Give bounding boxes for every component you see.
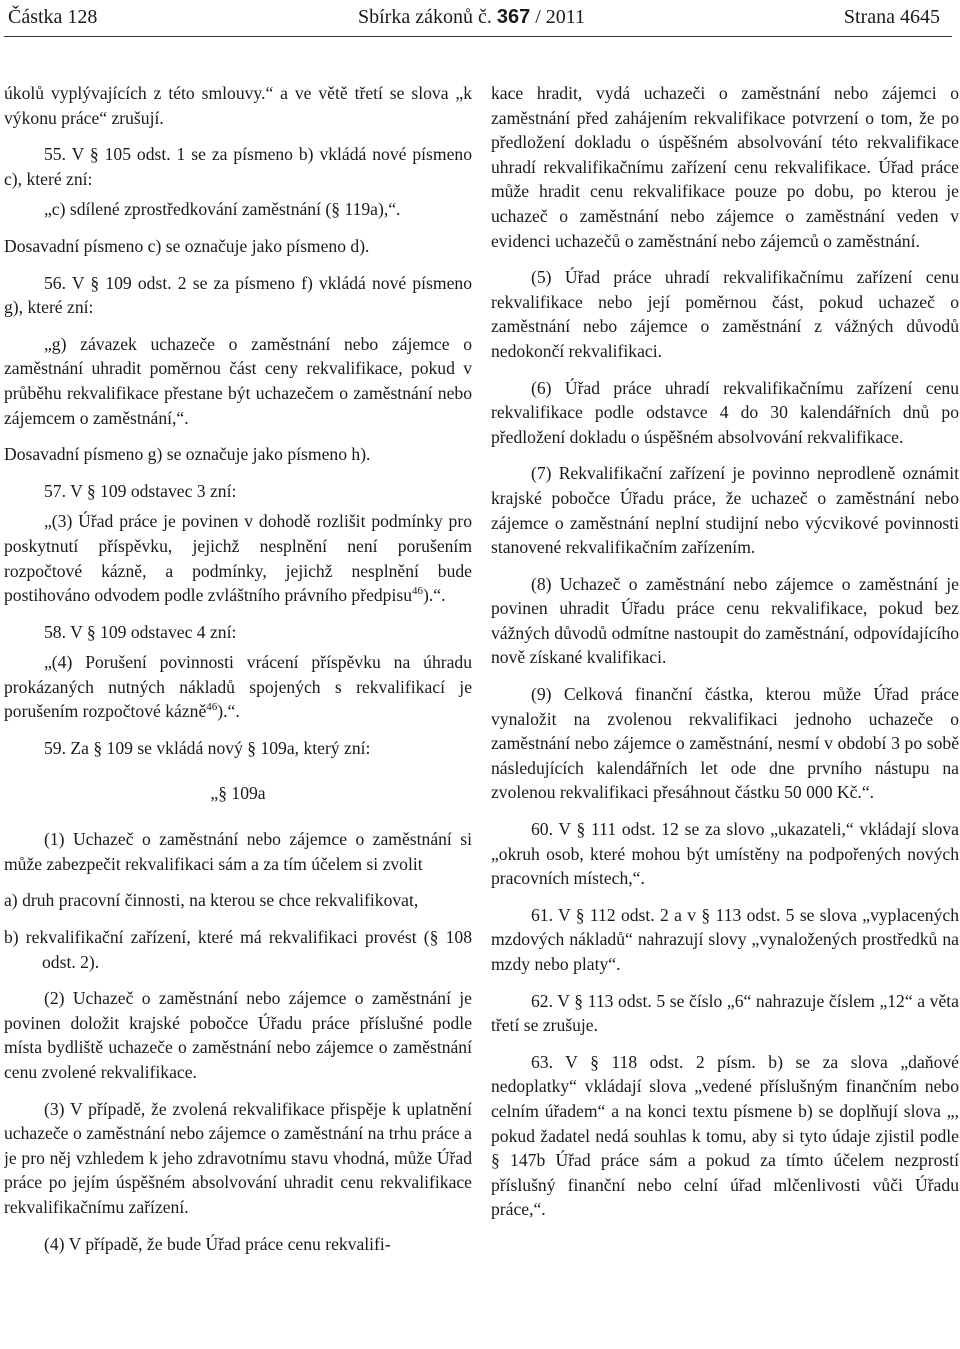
- paragraph-with-footnote: [4, 650, 472, 724]
- paragraph-tail: ).“.: [217, 701, 240, 722]
- paragraph: 55. V § 105 odst. 1 se za písmeno b) vkládá nové písmeno c), které zní:: [4, 144, 472, 189]
- paragraph: 56. V § 109 odst. 2 se za písmeno f) vkládá nové písmeno g), které zní:: [4, 272, 472, 318]
- paragraph: 57. V § 109 odstavec 3 zní:: [44, 480, 237, 501]
- law-number: 367: [496, 6, 531, 28]
- paragraph-tail: ).“.: [423, 585, 446, 606]
- collection-prefix: Sbírka zákonů č.: [358, 6, 492, 28]
- paragraph: 60. V § 111 odst. 12 se za slovo „ukazateli,“ vkládají slova „okruh osob, které mohou být umístěny na podpořených nových pracovních místech,“.: [491, 819, 959, 889]
- right-column: [491, 81, 959, 1349]
- paragraph: 59. Za § 109 se vkládá nový § 109a, který zní:: [44, 738, 371, 759]
- collection-year: / 2011: [535, 6, 586, 28]
- list-item: a) druh pracovní činnosti, na kterou se chce rekvalifikovat,: [4, 890, 419, 911]
- paragraph: (4) V případě, že bude Úřad práce cenu rekvalifi-: [44, 1233, 391, 1254]
- paragraph: (1) Uchazeč o zaměstnání nebo zájemce o zaměstnání si může zabezpečit rekvalifikaci sám a za tím účelem si zvolit: [4, 829, 472, 874]
- paragraph: kace hradit, vydá uchazeči o zaměstnání nebo zájemci o zaměstnání před zahájením rekvalifikace potvrzení o tom, že po předložení dokladu o úspěšném absolvování této rekvalifikace uhradí rekvalifikačnímu zařízení cenu rekvalifikace. Úřad práce může hradit cenu rekvalifikace pouze po dobu, po kterou je uchazeč o zaměstnání nebo zájemce o zaměstnání veden v evidenci uchazečů o zaměstnání nebo zájemců o zaměstnání.: [491, 83, 959, 251]
- header-rule: [4, 36, 952, 37]
- paragraph: Dosavadní písmeno g) se označuje jako písmeno h).: [4, 444, 371, 465]
- paragraph: Dosavadní písmeno c) se označuje jako písmeno d).: [4, 235, 370, 256]
- paragraph: (7) Rekvalifikační zařízení je povinno neprodleně oznámit krajské pobočce Úřadu práce, že uchazeč o zaměstnání nebo zájemce o zaměstnání neplní studijní nebo výcvikové povinnosti stanovené rekvalifikačním zařízením.: [491, 463, 959, 558]
- paragraph: 61. V § 112 odst. 2 a v § 113 odst. 5 se slova „vyplacených mzdových nákladů“ nahrazují slovy „vynaložených prostředků na mzdy nebo platy“.: [491, 904, 959, 974]
- paragraph: „g) závazek uchazeče o zaměstnání nebo zájemce o zaměstnání uhradit poměrnou část ceny rekvalifikace, pokud v průběhu rekvalifikace přestane být uchazečem o zaměstnání nebo zájemcem o zaměstnání,“.: [4, 333, 472, 428]
- paragraph: 63. V § 118 odst. 2 písm. b) se za slova „daňové nedoplatky“ vkládají slova „vedené příslušným finančním nebo celním úřadem“ a na konci textu písmene b) se doplňují slova „, pokud žadatel nedá souhlas k tomu, aby si tyto údaje zjistil podle § 147b Úřad práce sám a pokud za tímto účelem nezprostí příslušný finanční nebo celní úřad mlčenlivosti vůči Úřadu práce,“.: [491, 1051, 959, 1220]
- paragraph: 62. V § 113 odst. 5 se číslo „6“ nahrazuje číslem „12“ a věta třetí se zrušuje.: [491, 990, 959, 1036]
- paragraph-text: „(3) Úřad práce je povinen v dohodě rozlišit podmínky pro poskytnutí příspěvku, jejichž nesplnění není porušením rozpočtové kázně, a podmínky, jejichž nesplnění bude postihováno odvodem podle zvláštního právního předpisu: [4, 511, 472, 606]
- collection-title: [358, 2, 585, 32]
- paragraph-text: „(4) Porušení povinnosti vrácení příspěvku na úhradu prokázaných nutných nákladů spojených s rekvalifikací je porušením rozpočtové kázně: [4, 652, 472, 722]
- footnote-ref: 46: [412, 585, 424, 598]
- paragraph: (9) Celková finanční částka, kterou může Úřad práce vynaložit na zvolenou rekvalifikaci jednoho uchazeče o zaměstnání nebo zájemce o zaměstnání, nesmí v období 3 po sobě následujících kalendářních let ode dne prvního nástupu na zvolenou rekvalifikaci přesáhnout částku 50 000 Kč.“.: [491, 684, 959, 803]
- list-item: b) rekvalifikační zařízení, které má rekvalifikaci provést (§ 108 odst. 2).: [4, 927, 472, 972]
- paragraph: (3) V případě, že zvolená rekvalifikace přispěje k uplatnění uchazeče o zaměstnání nebo zájemce o zaměstnání na trhu práce a je pro něj vzhledem k jeho zdravotnímu stavu vhodná, může Úřad práce po jejím úspěšném absolvování uhradit cenu rekvalifikace rekvalifikačnímu zařízení.: [4, 1098, 472, 1217]
- paragraph: 58. V § 109 odstavec 4 zní:: [44, 621, 237, 642]
- paragraph: (5) Úřad práce uhradí rekvalifikačnímu zařízení cenu rekvalifikace nebo její poměrnou část, pokud uchazeč o zaměstnání nebo zájemce o zaměstnání z vážných důvodů nedokončí rekvalifikaci.: [491, 267, 959, 361]
- paragraph: úkolů vyplývajících z této smlouvy.“ a ve větě třetí se slova „k výkonu práce“ zrušují.: [4, 83, 472, 128]
- issue-number: Částka 128: [8, 6, 98, 28]
- paragraph: (8) Uchazeč o zaměstnání nebo zájemce o zaměstnání je povinen uhradit Úřadu práce cenu rekvalifikace, pokud bez vážných důvodů odmítne nastoupit do zaměstnání, odpovídajícího nově získané kvalifikaci.: [491, 573, 959, 668]
- section-heading: „§ 109a: [210, 782, 266, 803]
- paragraph: (2) Uchazeč o zaměstnání nebo zájemce o zaměstnání je povinen doložit krajské pobočce Úřadu práce příslušné podle místa bydliště uchazeče o zaměstnání nebo zájemce o zaměstnání cenu zvolené rekvalifikace.: [4, 988, 472, 1082]
- page-number: Strana 4645: [843, 6, 940, 28]
- paragraph: (6) Úřad práce uhradí rekvalifikačnímu zařízení cenu rekvalifikace podle odstavce 4 do 30 kalendářních dnů po předložení dokladu o úspěšném absolvování rekvalifikace.: [491, 377, 959, 447]
- footnote-ref: 46: [206, 701, 218, 714]
- page-header: [4, 2, 940, 32]
- paragraph-with-footnote: [4, 509, 472, 607]
- left-column: [4, 81, 472, 1349]
- paragraph: „c) sdílené zprostředkování zaměstnání (§ 119a),“.: [44, 199, 401, 220]
